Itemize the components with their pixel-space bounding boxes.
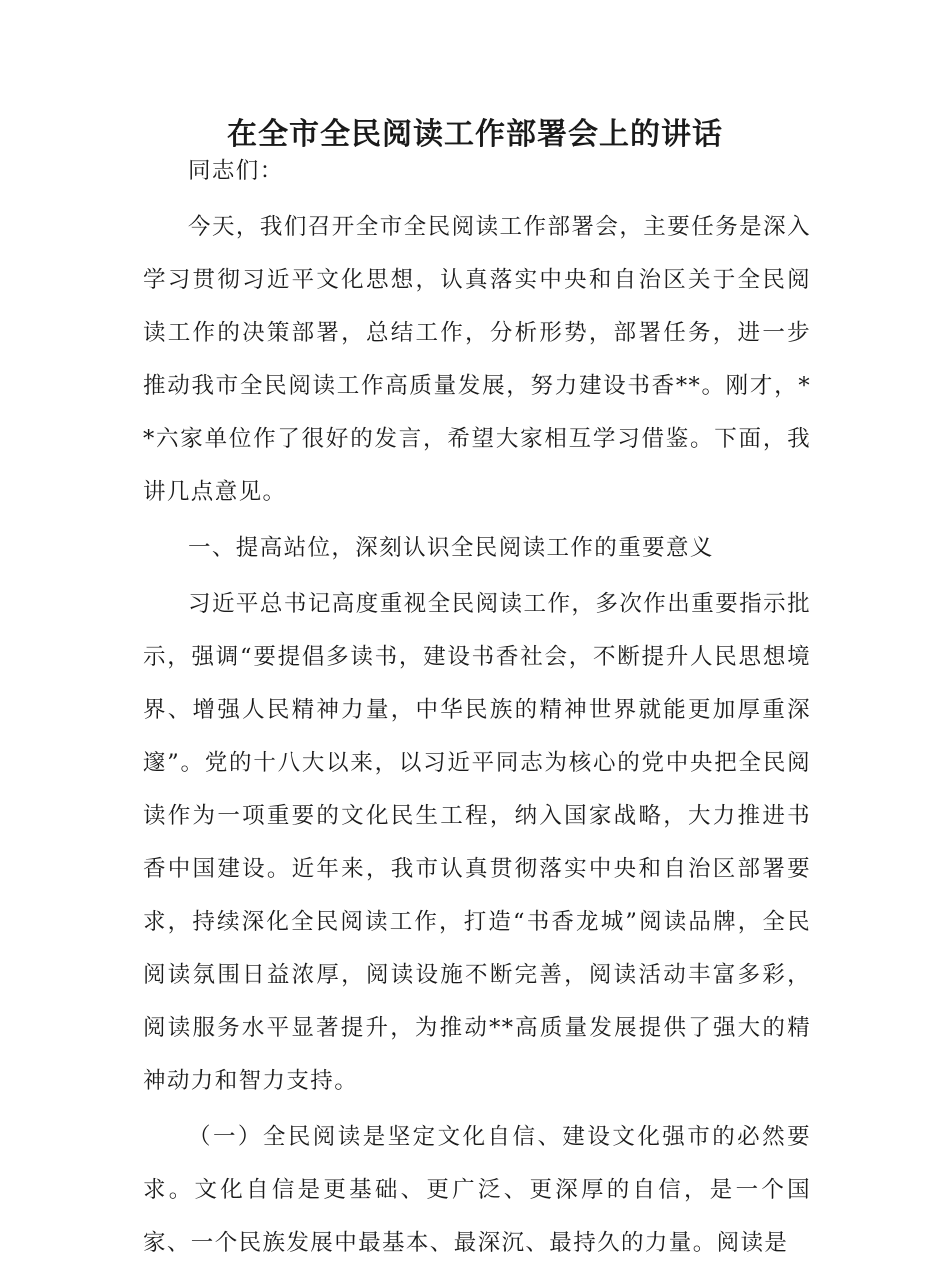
paragraph-subsection-1: （一）全民阅读是坚定文化自信、建设文化强市的必然要求。文化自信是更基础、更广泛、更深厚的自信，是一个国家、一个民族发展中最基本、最深沉、最持久的力量。阅读是 <box>143 1124 811 1256</box>
paragraph-importance: 习近平总书记高度重视全民阅读工作，多次作出重要指示批示，强调“要提倡多读书，建设书香社会，不断提升人民思想境界、增强人民精神力量，中华民族的精神世界就能更加厚重深邃”。党的十八大以来，以习近平同志为核心的党中央把全民阅读作为一项重要的文化民生工程，纳入国家战略，大力推进书香中国建设。近年来，我市认真贯彻落实中央和自治区部署要求，持续深化全民阅读工作，打造“书香龙城”阅读品牌，全民阅读氛围日益浓厚，阅读设施不断完善，阅读活动丰富多彩，阅读服务水平显著提升，为推动**高质量发展提供了强大的精神动力和智力支持。 <box>143 591 811 1094</box>
document-title: 在全市全民阅读工作部署会上的讲话 <box>227 117 723 152</box>
document-body <box>143 145 811 1270</box>
salutation: 同志们： <box>188 158 284 184</box>
paragraph-intro: 今天，我们召开全市全民阅读工作部署会，主要任务是深入学习贯彻习近平文化思想，认真落实中央和自治区关于全民阅读工作的决策部署，总结工作，分析形势，部署任务，进一步推动我市全民阅读工作高质量发展，努力建设书香**。刚才，**六家单位作了很好的发言，希望大家相互学习借鉴。下面，我讲几点意见。 <box>143 214 811 505</box>
section-heading: 一、提高站位，深刻认识全民阅读工作的重要意义 <box>188 535 714 561</box>
